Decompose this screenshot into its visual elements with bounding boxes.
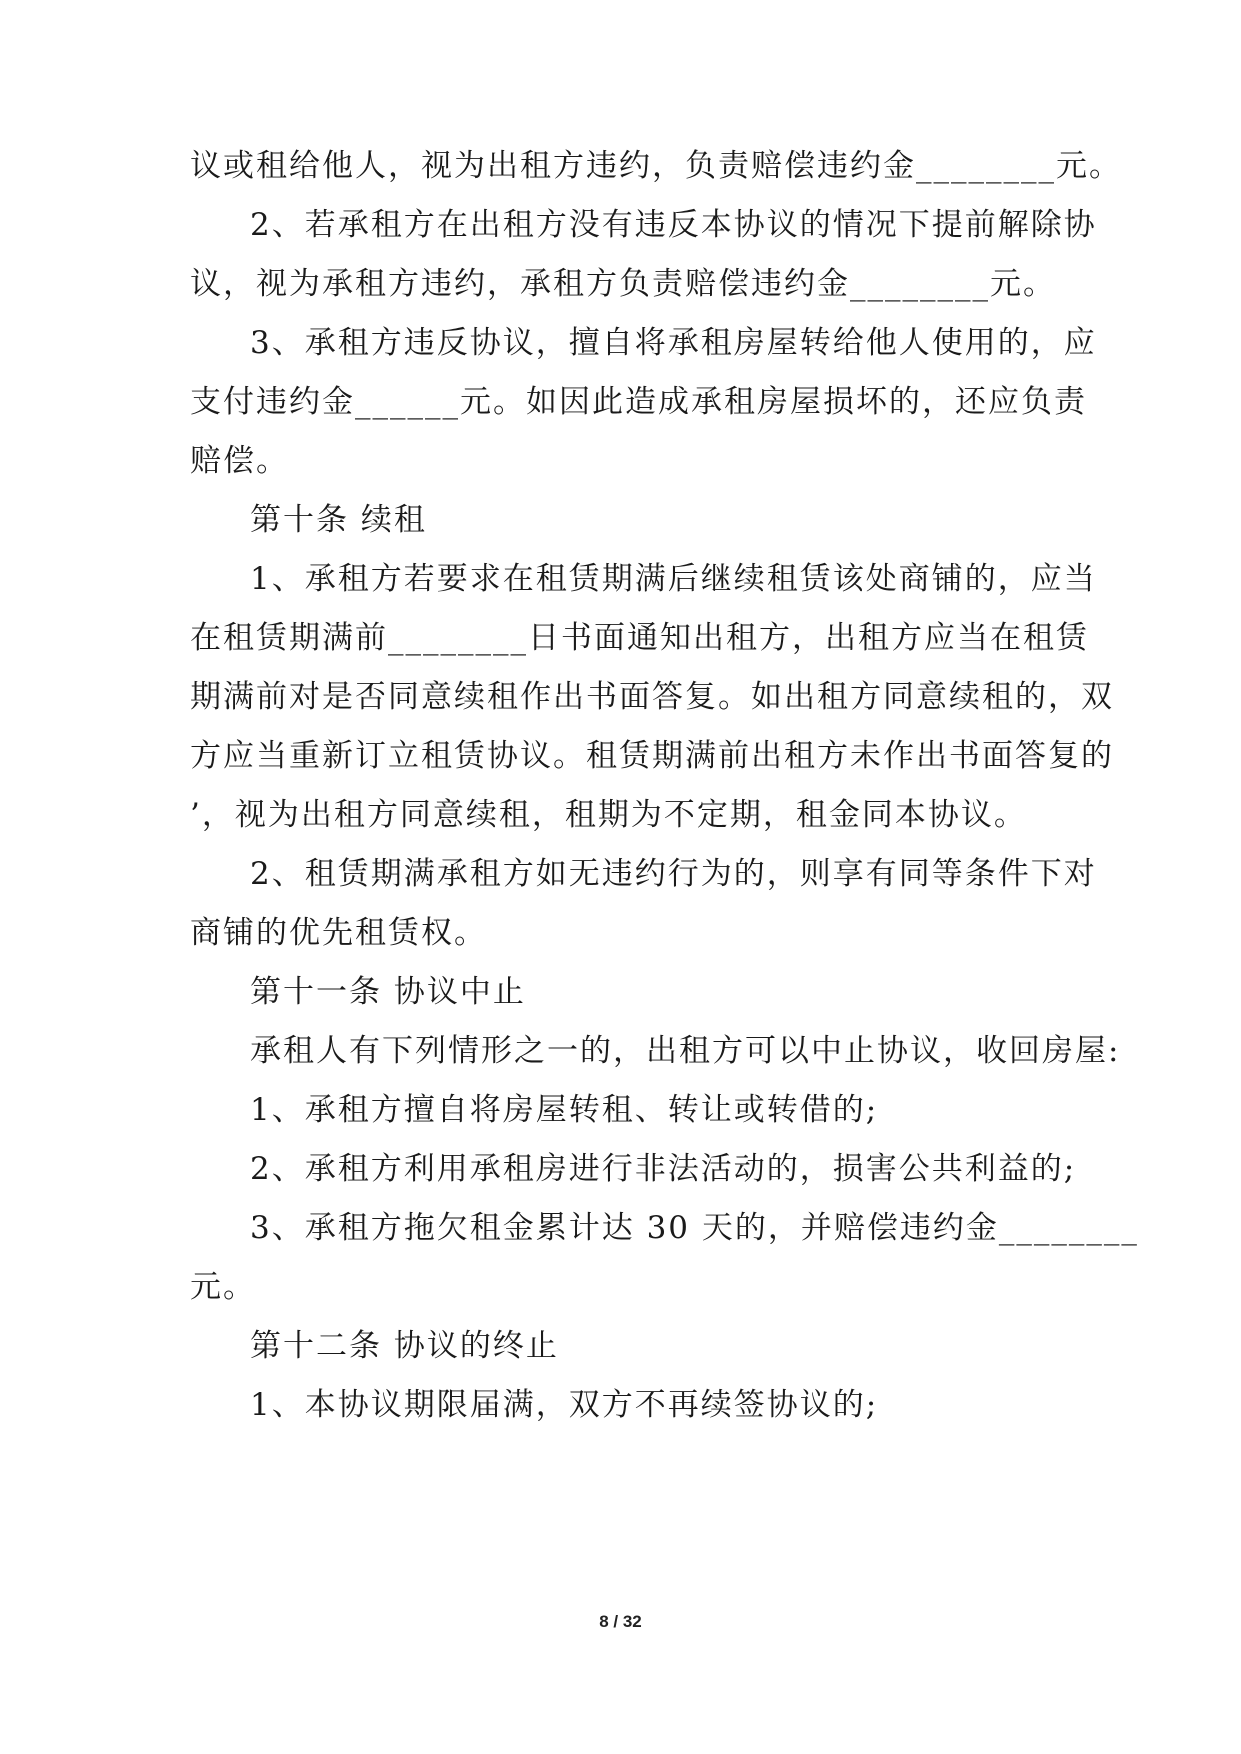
text-line: 赔偿。 xyxy=(190,443,289,479)
text-line: 方应当重新订立租赁协议。租赁期满前出租方未作出书面答复的 xyxy=(190,738,1114,774)
text-line: 期满前对是否同意续租作出书面答复。如出租方同意续租的，双 xyxy=(190,679,1114,715)
text-line: 1、承租方若要求在租赁期满后继续租赁该处商铺的，应当 xyxy=(250,561,1097,597)
text-line: 支付违约金______元。如因此造成承租房屋损坏的，还应负责 xyxy=(190,384,1087,420)
section-heading: 第十二条 协议的终止 xyxy=(250,1328,559,1364)
text-line: 在租赁期满前________日书面通知出租方，出租方应当在租赁 xyxy=(190,620,1089,656)
text-line: 1、本协议期限届满，双方不再续签协议的; xyxy=(250,1387,879,1423)
text-line: 2、租赁期满承租方如无违约行为的，则享有同等条件下对 xyxy=(250,856,1097,892)
section-heading: 第十条 续租 xyxy=(250,502,427,538)
text-line: 商铺的优先租赁权。 xyxy=(190,915,487,951)
page-number: 8 / 32 xyxy=(599,1612,642,1631)
text-line: 2、若承租方在出租方没有违反本协议的情况下提前解除协 xyxy=(250,207,1097,243)
text-line: 承租人有下列情形之一的，出租方可以中止协议，收回房屋: xyxy=(250,1033,1121,1069)
text-line: 3、承租方拖欠租金累计达 30 天的，并赔偿违约金________ xyxy=(250,1210,1139,1246)
text-line: 元。 xyxy=(190,1269,256,1305)
text-line: 议或租给他人，视为出租方违约，负责赔偿违约金________元。 xyxy=(190,148,1122,184)
text-line: 3、承租方违反协议，擅自将承租房屋转给他人使用的，应 xyxy=(250,325,1097,361)
text-line: 议，视为承租方违约，承租方负责赔偿违约金________元。 xyxy=(190,266,1056,302)
text-line: 2、承租方利用承租房进行非法活动的，损害公共利益的; xyxy=(250,1151,1077,1187)
section-heading: 第十一条 协议中止 xyxy=(250,974,526,1010)
text-line: ’，视为出租方同意续租，租期为不定期，租金同本协议。 xyxy=(190,797,1027,833)
text-line: 1、承租方擅自将房屋转租、转让或转借的; xyxy=(250,1092,879,1128)
